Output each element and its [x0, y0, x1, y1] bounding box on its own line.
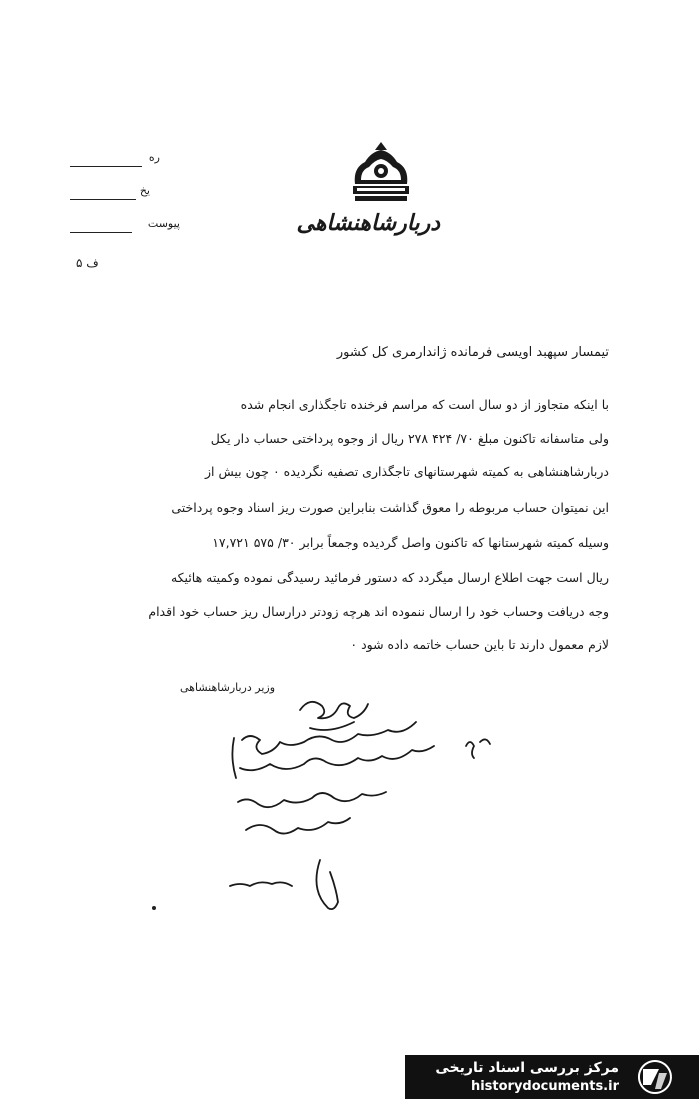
body-line: ریال است جهت اطلاع ارسال میگردد که دستور فرمائید رسیدگی نموده وکمیته هائیکه — [170, 570, 609, 585]
archive-banner — [405, 1055, 699, 1099]
signature-title: وزیر دربارشاهنشاهی — [180, 681, 276, 694]
attachment-label: پیوست — [147, 217, 180, 230]
body-line: وسیله کمیته شهرستانها که تاکنون واصل گردیده وجمعاً برابر ۳۰/ ۵۷۵ ۱۷,۷۲۱ — [212, 535, 609, 550]
number-label: ره — [148, 151, 160, 164]
body-line: لازم معمول دارند تا باین حساب خاتمه داده شود ۰ — [350, 637, 609, 652]
crown-emblem-icon — [345, 140, 417, 206]
archive-logo-icon — [629, 1059, 681, 1095]
letterhead-title: دربارشاهنشاهی — [296, 210, 440, 236]
date-label: یخ — [139, 184, 150, 197]
date-field — [70, 184, 150, 204]
archive-title: مرکز بررسی اسناد تاریخی — [435, 1060, 619, 1076]
body-line: این نمیتوان حساب مربوطه را معوق گذاشت بنابراین صورت ریز اسناد وجوه پرداختی — [171, 500, 609, 515]
archive-url: historydocuments.ir — [470, 1079, 619, 1094]
body-line: وجه دریافت وحساب خود را ارسال ننموده اند هرچه زودتر درارسال ریز حساب خود اقدام — [148, 604, 609, 619]
handwritten-signature-icon — [150, 690, 530, 920]
attachment-field — [70, 217, 180, 237]
body-line: با اینکه متجاوز از دو سال است که مراسم فرخنده تاجگذاری انجام شده — [240, 397, 609, 412]
body-line: دربارشاهنشاهی به کمیته شهرستانهای تاجگذاری تصفیه نگردیده ۰ چون بیش از — [204, 464, 609, 479]
number-field — [70, 151, 160, 171]
ink-dot — [152, 906, 156, 910]
body-line: ولی متاسفانه تاکنون مبلغ ۷۰/ ۴۲۴ ۲۷۸ ریال از وجوه پرداختی حساب دار یکل — [210, 431, 609, 446]
reference-code: ف ۵ — [76, 256, 99, 270]
salutation: تیمسار سپهبد اویسی فرمانده ژاندارمری کل کشور — [336, 345, 609, 360]
